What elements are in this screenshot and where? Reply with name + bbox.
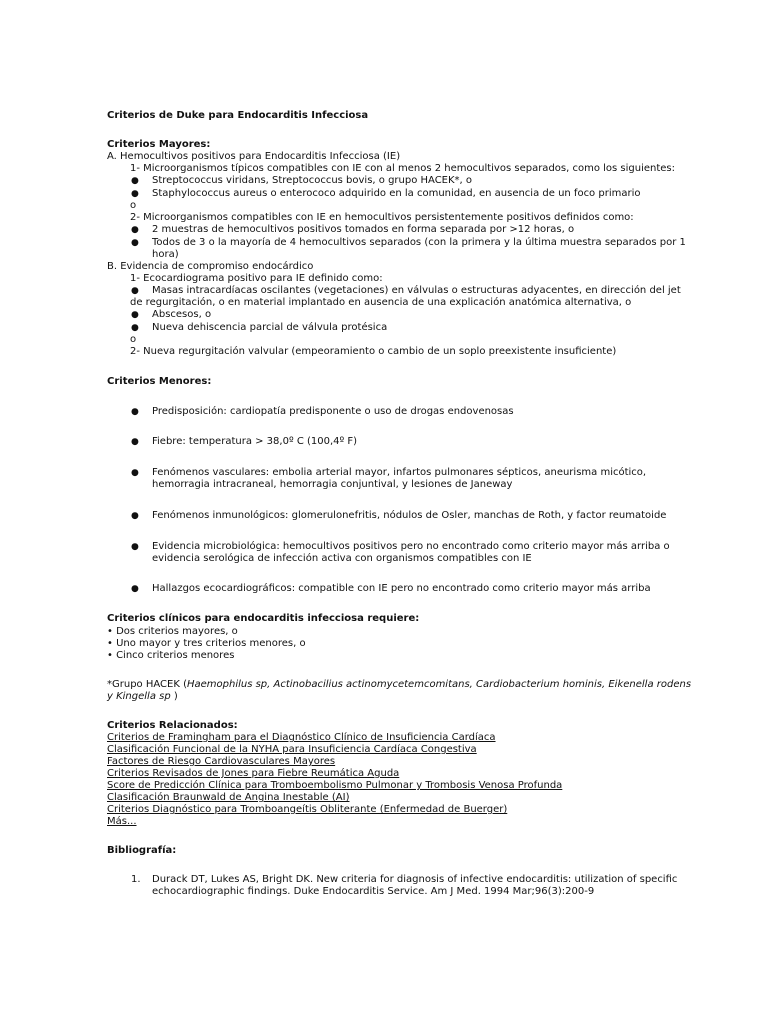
mayores-section-b: B. Evidencia de compromiso endocárdico: [107, 261, 314, 272]
mayores-b2: 2- Nueva regurgitación valvular (empeoramiento o cambio de un soplo preexistente insuficiente): [130, 346, 617, 357]
bullet-icon: ●: [131, 189, 139, 199]
mayores-a1-item1: Streptococcus viridans, Streptococcus bovis, o grupo HACEK*, o: [152, 175, 473, 186]
mayores-b1-item1-line1: Masas intracardíacas oscilantes (vegetaciones) en válvulas o estructuras adyacentes, en dirección del jet: [152, 285, 681, 296]
mayores-a1-item2: Staphylococcus aureus o enterococo adquirido en la comunidad, en ausencia de un foco primario: [152, 188, 641, 199]
bullet-icon: ●: [131, 407, 139, 417]
clinicos-heading: Criterios clínicos para endocarditis infecciosa requiere:: [107, 613, 420, 624]
link-braunwald[interactable]: Clasificación Braunwald de Angina Inestable (AI): [107, 792, 350, 803]
mayores-b1-item1-line2: de regurgitación, o en material implantado en ausencia de una explicación anatómica alternativa, o: [130, 297, 632, 308]
link-tromboembolismo[interactable]: Score de Predicción Clínica para Tromboembolismo Pulmonar y Trombosis Venosa Profunda: [107, 780, 563, 791]
bullet-icon: ●: [131, 286, 139, 296]
menores-item-vasculares-line2: hemorragia intracraneal, hemorragia conjuntival, y lesiones de Janeway: [152, 479, 513, 490]
bullet-icon: ●: [131, 437, 139, 447]
link-framingham[interactable]: Criterios de Framingham para el Diagnóstico Clínico de Insuficiencia Cardíaca: [107, 732, 496, 743]
bullet-icon: ●: [131, 238, 139, 248]
menores-item-ecocardiograficos: Hallazgos ecocardiográficos: compatible con IE pero no encontrado como criterio mayor más arriba: [152, 583, 651, 594]
bullet-icon: ●: [131, 468, 139, 478]
mayores-b1-or: o: [130, 334, 137, 345]
hacek-note-line2: [107, 691, 178, 703]
bibliografia-heading: Bibliografía:: [107, 845, 177, 856]
clinicos-item3: • Cinco criterios menores: [107, 650, 235, 661]
menores-item-fiebre: Fiebre: temperatura > 38,0º C (100,4º F): [152, 436, 358, 447]
link-mas[interactable]: Más...: [107, 816, 137, 827]
hacek-close: ): [170, 691, 178, 702]
hacek-organisms-cont: y Kingella sp: [107, 691, 171, 702]
hacek-label: *Grupo HACEK (: [107, 679, 187, 690]
bullet-icon: ●: [131, 584, 139, 594]
mayores-b1-item2: Abscesos, o: [152, 309, 212, 320]
mayores-a1-or: o: [130, 200, 137, 211]
mayores-section-a: A. Hemocultivos positivos para Endocarditis Infecciosa (IE): [107, 151, 401, 162]
menores-heading: Criterios Menores:: [107, 376, 212, 387]
link-nyha[interactable]: Clasificación Funcional de la NYHA para Insuficiencia Cardíaca Congestiva: [107, 744, 477, 755]
hacek-organisms: Haemophilus sp, Actinobacilius actinomycetemcomitans, Cardiobacterium hominis, Eikenella rodens: [186, 679, 692, 690]
menores-item-microbiologica-line1: Evidencia microbiológica: hemocultivos positivos pero no encontrado como criterio mayor más arriba o: [152, 541, 670, 552]
menores-item-vasculares-line1: Fenómenos vasculares: embolia arterial mayor, infartos pulmonares sépticos, aneurisma micótico,: [152, 467, 647, 478]
mayores-b1-item3: Nueva dehiscencia parcial de válvula protésica: [152, 322, 388, 333]
link-buerger[interactable]: Criterios Diagnóstico para Tromboangeítis Obliterante (Enfermedad de Buerger): [107, 804, 508, 815]
mayores-a1: 1- Microorganismos típicos compatibles con IE con al menos 2 hemocultivos separados, como los siguientes:: [130, 163, 676, 174]
bullet-icon: ●: [131, 323, 139, 333]
document-title: Criterios de Duke para Endocarditis Infecciosa: [107, 110, 369, 121]
bullet-icon: ●: [131, 176, 139, 186]
bibliografia-ref-line1: Durack DT, Lukes AS, Bright DK. New criteria for diagnosis of infective endocarditis: utilization of specific: [152, 874, 678, 885]
menores-item-predisposicion: Predisposición: cardiopatía predisponente o uso de drogas endovenosas: [152, 406, 514, 417]
bullet-icon: ●: [131, 310, 139, 320]
mayores-a2-item2-line1: Todos de 3 o la mayoría de 4 hemocultivos separados (con la primera y la última muestra separados por 1: [152, 237, 686, 248]
bibliografia-number: 1.: [131, 874, 141, 885]
link-jones[interactable]: Criterios Revisados de Jones para Fiebre Reumática Aguda: [107, 768, 400, 779]
mayores-heading: Criterios Mayores:: [107, 139, 211, 150]
bullet-icon: ●: [131, 225, 139, 235]
mayores-a2-item2-line2: hora): [152, 249, 179, 260]
link-factores-riesgo[interactable]: Factores de Riesgo Cardiovasculares Mayores: [107, 756, 336, 767]
clinicos-item1: • Dos criterios mayores, o: [107, 626, 238, 637]
menores-item-microbiologica-line2: evidencia serológica de infección activa con organismos compatibles con IE: [152, 553, 532, 564]
bullet-icon: ●: [131, 511, 139, 521]
hacek-note-line1: [107, 679, 691, 691]
clinicos-item2: • Uno mayor y tres criterios menores, o: [107, 638, 306, 649]
menores-item-inmunologicos: Fenómenos inmunológicos: glomerulonefritis, nódulos de Osler, manchas de Roth, y factor reumatoide: [152, 510, 667, 521]
mayores-a2-item1: 2 muestras de hemocultivos positivos tomados en forma separada por >12 horas, o: [152, 224, 575, 235]
mayores-a2: 2- Microorganismos compatibles con IE en hemocultivos persistentemente positivos definidos como:: [130, 212, 634, 223]
relacionados-heading: Criterios Relacionados:: [107, 720, 238, 731]
mayores-b1: 1- Ecocardiograma positivo para IE definido como:: [130, 273, 383, 284]
bibliografia-ref-line2: echocardiographic findings. Duke Endocarditis Service. Am J Med. 1994 Mar;96(3):200-9: [152, 886, 595, 897]
bullet-icon: ●: [131, 542, 139, 552]
